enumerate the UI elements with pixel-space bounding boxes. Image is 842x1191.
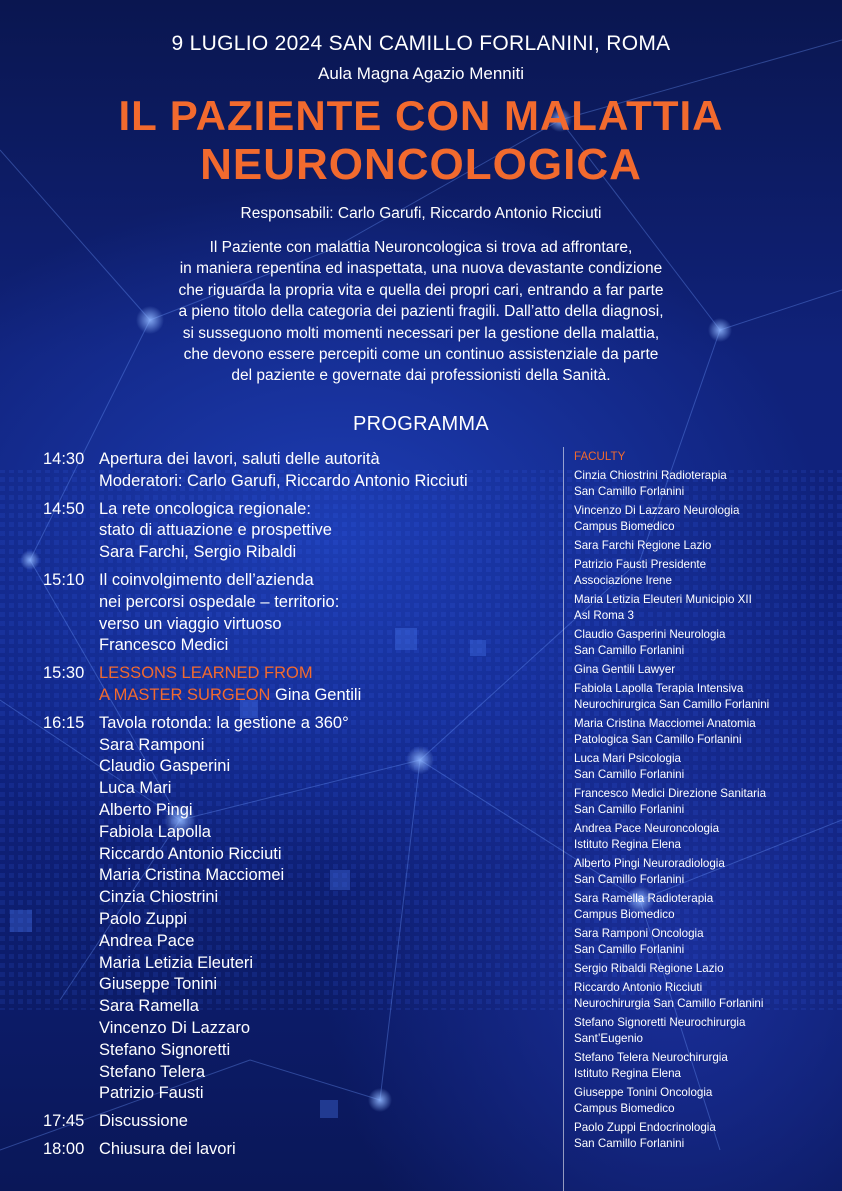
faculty-name: Patrizio Fausti Presidente: [574, 558, 707, 571]
panelist: Stefano Telera: [99, 1062, 206, 1081]
schedule-time: 16:15: [43, 713, 85, 732]
panelist: Giuseppe Tonini: [99, 975, 218, 994]
faculty-entry: [574, 961, 834, 977]
faculty-entry: [574, 1085, 834, 1117]
faculty-entry: [574, 751, 834, 783]
event-venue: Aula Magna Agazio Menniti: [317, 64, 525, 83]
panelist: Luca Mari: [99, 779, 172, 798]
faculty-list: [574, 449, 834, 1155]
panelist: Riccardo Antonio Ricciuti: [99, 844, 282, 863]
schedule-line: verso un viaggio virtuoso: [99, 614, 282, 633]
schedule-highlight: LESSONS LEARNED FROM: [99, 664, 313, 683]
panelist: Fabiola Lapolla: [99, 822, 211, 841]
faculty-name: Stefano Signoretti Neurochirurgia: [574, 1016, 746, 1029]
faculty-entry: [574, 786, 834, 818]
schedule-speaker: Gina Gentili: [270, 685, 362, 704]
intro-line: che riguarda la propria vita e quella dei propri cari, entrando a far parte: [178, 281, 664, 299]
panelist: Patrizio Fausti: [99, 1084, 204, 1103]
faculty-name: Sara Farchi Regione Lazio: [574, 539, 712, 552]
intro-line: del paziente e governate dai professionisti della Sanità.: [231, 367, 611, 385]
schedule-highlight: A MASTER SURGEON: [99, 685, 271, 704]
faculty-affiliation: Neurochirurgica San Camillo Forlanini: [574, 698, 770, 711]
faculty-entry: [574, 503, 834, 535]
faculty-name: Maria Cristina Macciomei Anatomia: [574, 717, 756, 730]
column-divider: [563, 447, 564, 1191]
faculty-affiliation: San Camillo Forlanini: [574, 803, 685, 816]
schedule-item: [43, 1139, 543, 1161]
faculty-entry: [574, 980, 834, 1012]
faculty-name: Cinzia Chiostrini Radioterapia: [574, 469, 727, 482]
faculty-name: Fabiola Lapolla Terapia Intensiva: [574, 682, 744, 695]
faculty-affiliation: San Camillo Forlanini: [574, 873, 685, 886]
faculty-name: Alberto Pingi Neuroradiologia: [574, 857, 725, 870]
schedule-line: Chiusura dei lavori: [99, 1139, 236, 1158]
faculty-affiliation: San Camillo Forlanini: [574, 485, 685, 498]
faculty-entry: [574, 557, 834, 589]
faculty-entry: [574, 1050, 834, 1082]
faculty-affiliation: Associazione Irene: [574, 574, 672, 587]
faculty-name: Giuseppe Tonini Oncologia: [574, 1086, 713, 1099]
schedule-item: [43, 1111, 543, 1133]
schedule-line: Francesco Medici: [99, 636, 229, 655]
intro-line: che devono essere percepiti come un continuo assistenziale da parte: [183, 346, 659, 364]
faculty-name: Maria Letizia Eleuteri Municipio XII: [574, 593, 752, 606]
event-title-line2: NEURONCOLOGICA: [200, 140, 642, 189]
faculty-affiliation: Campus Biomedico: [574, 1102, 675, 1115]
faculty-affiliation: Campus Biomedico: [574, 520, 675, 533]
schedule-item: [43, 663, 543, 707]
program-title: PROGRAMMA: [352, 413, 490, 435]
schedule: [43, 449, 543, 1167]
faculty-affiliation: Campus Biomedico: [574, 908, 675, 921]
panelist: Andrea Pace: [99, 931, 195, 950]
event-title-line1: IL PAZIENTE CON MALATTIA: [118, 92, 724, 139]
faculty-affiliation: Asl Roma 3: [574, 609, 634, 622]
schedule-item: [43, 499, 543, 564]
faculty-affiliation: Istituto Regina Elena: [574, 1067, 681, 1080]
panelist: Sara Ramella: [99, 997, 199, 1016]
intro-line: Il Paziente con malattia Neuroncologica si trova ad affrontare,: [209, 239, 633, 256]
panelist: Claudio Gasperini: [99, 757, 231, 776]
faculty-entry: [574, 856, 834, 888]
faculty-name: Vincenzo Di Lazzaro Neurologia: [574, 504, 740, 517]
faculty-affiliation: Neurochirurgia San Camillo Forlanini: [574, 997, 764, 1010]
faculty-name: Andrea Pace Neuroncologia: [574, 822, 720, 835]
panelist: Vincenzo Di Lazzaro: [99, 1018, 251, 1037]
schedule-line: [99, 685, 361, 707]
panelist: Stefano Signoretti: [99, 1040, 231, 1059]
panelist: Sara Ramponi: [99, 735, 205, 754]
schedule-time: 18:00: [43, 1139, 85, 1158]
schedule-time: 14:30: [43, 450, 85, 468]
panelist: Paolo Zuppi: [99, 909, 188, 928]
schedule-time: 15:10: [43, 570, 85, 589]
faculty-entry: [574, 592, 834, 624]
panelist: Alberto Pingi: [99, 800, 193, 819]
schedule-time: 15:30: [43, 664, 85, 683]
schedule-line: Moderatori: Carlo Garufi, Riccardo Antonio Ricciuti: [99, 471, 468, 490]
schedule-line: La rete oncologica regionale:: [99, 499, 311, 518]
schedule-item: [43, 570, 543, 657]
schedule-item: [43, 449, 543, 493]
faculty-entry: [574, 926, 834, 958]
faculty-entry: [574, 468, 834, 500]
schedule-line: nei percorsi ospedale – territorio:: [99, 592, 340, 611]
responsabili: Responsabili: Carlo Garufi, Riccardo Antonio Ricciuti: [240, 205, 602, 222]
faculty-name: Riccardo Antonio Ricciuti: [574, 981, 703, 994]
faculty-entry: [574, 681, 834, 713]
faculty-affiliation: Istituto Regina Elena: [574, 838, 681, 851]
schedule-line: Discussione: [99, 1112, 188, 1131]
faculty-affiliation: Patologica San Camillo Forlanini: [574, 733, 742, 746]
faculty-name: Sara Ramella Radioterapia: [574, 892, 714, 905]
schedule-time: 17:45: [43, 1112, 85, 1131]
faculty-entry: [574, 891, 834, 923]
schedule-item: [43, 713, 543, 1105]
faculty-name: Gina Gentili Lawyer: [574, 663, 676, 676]
faculty-name: Sara Ramponi Oncologia: [574, 927, 704, 940]
schedule-time: 14:50: [43, 499, 85, 518]
faculty-entry: [574, 627, 834, 659]
faculty-affiliation: San Camillo Forlanini: [574, 644, 685, 657]
faculty-entry: [574, 716, 834, 748]
event-date: 9 LUGLIO 2024 SAN CAMILLO FORLANINI, ROMA: [171, 32, 671, 55]
schedule-line: Il coinvolgimento dell’azienda: [99, 570, 314, 589]
faculty-affiliation: San Camillo Forlanini: [574, 768, 685, 781]
faculty-affiliation: San Camillo Forlanini: [574, 1137, 685, 1150]
faculty-entry: [574, 821, 834, 853]
schedule-line: Tavola rotonda: la gestione a 360°: [99, 713, 349, 732]
faculty-name: Luca Mari Psicologia: [574, 752, 681, 765]
intro-line: a pieno titolo della categoria dei pazienti fragili. Dall’atto della diagnosi,: [178, 303, 664, 321]
faculty-entry: [574, 662, 834, 678]
schedule-line: Apertura dei lavori, saluti delle autorità: [99, 450, 380, 468]
schedule-line: stato di attuazione e prospettive: [99, 521, 332, 540]
faculty-entry: [574, 538, 834, 554]
faculty-name: Sergio Ribaldi Regione Lazio: [574, 962, 724, 975]
panelist: Maria Letizia Eleuteri: [99, 953, 254, 972]
intro-line: in maniera repentina ed inaspettata, una nuova devastante condizione: [179, 260, 663, 278]
intro-line: si susseguono molti momenti necessari per la gestione della malattia,: [182, 324, 660, 342]
faculty-affiliation: Sant’Eugenio: [574, 1032, 643, 1045]
panelist: Cinzia Chiostrini: [99, 888, 219, 907]
panelist: Maria Cristina Macciomei: [99, 866, 285, 885]
faculty-entry: [574, 1015, 834, 1047]
faculty-name: Stefano Telera Neurochirurgia: [574, 1051, 728, 1064]
faculty-entry: [574, 1120, 834, 1152]
faculty-name: Francesco Medici Direzione Sanitaria: [574, 787, 767, 800]
schedule-line: Sara Farchi, Sergio Ribaldi: [99, 543, 297, 562]
faculty-name: Claudio Gasperini Neurologia: [574, 628, 726, 641]
intro-paragraph: [100, 237, 742, 387]
faculty-name: Paolo Zuppi Endocrinologia: [574, 1121, 716, 1134]
faculty-title: FACULTY: [574, 450, 626, 463]
faculty-affiliation: San Camillo Forlanini: [574, 943, 685, 956]
